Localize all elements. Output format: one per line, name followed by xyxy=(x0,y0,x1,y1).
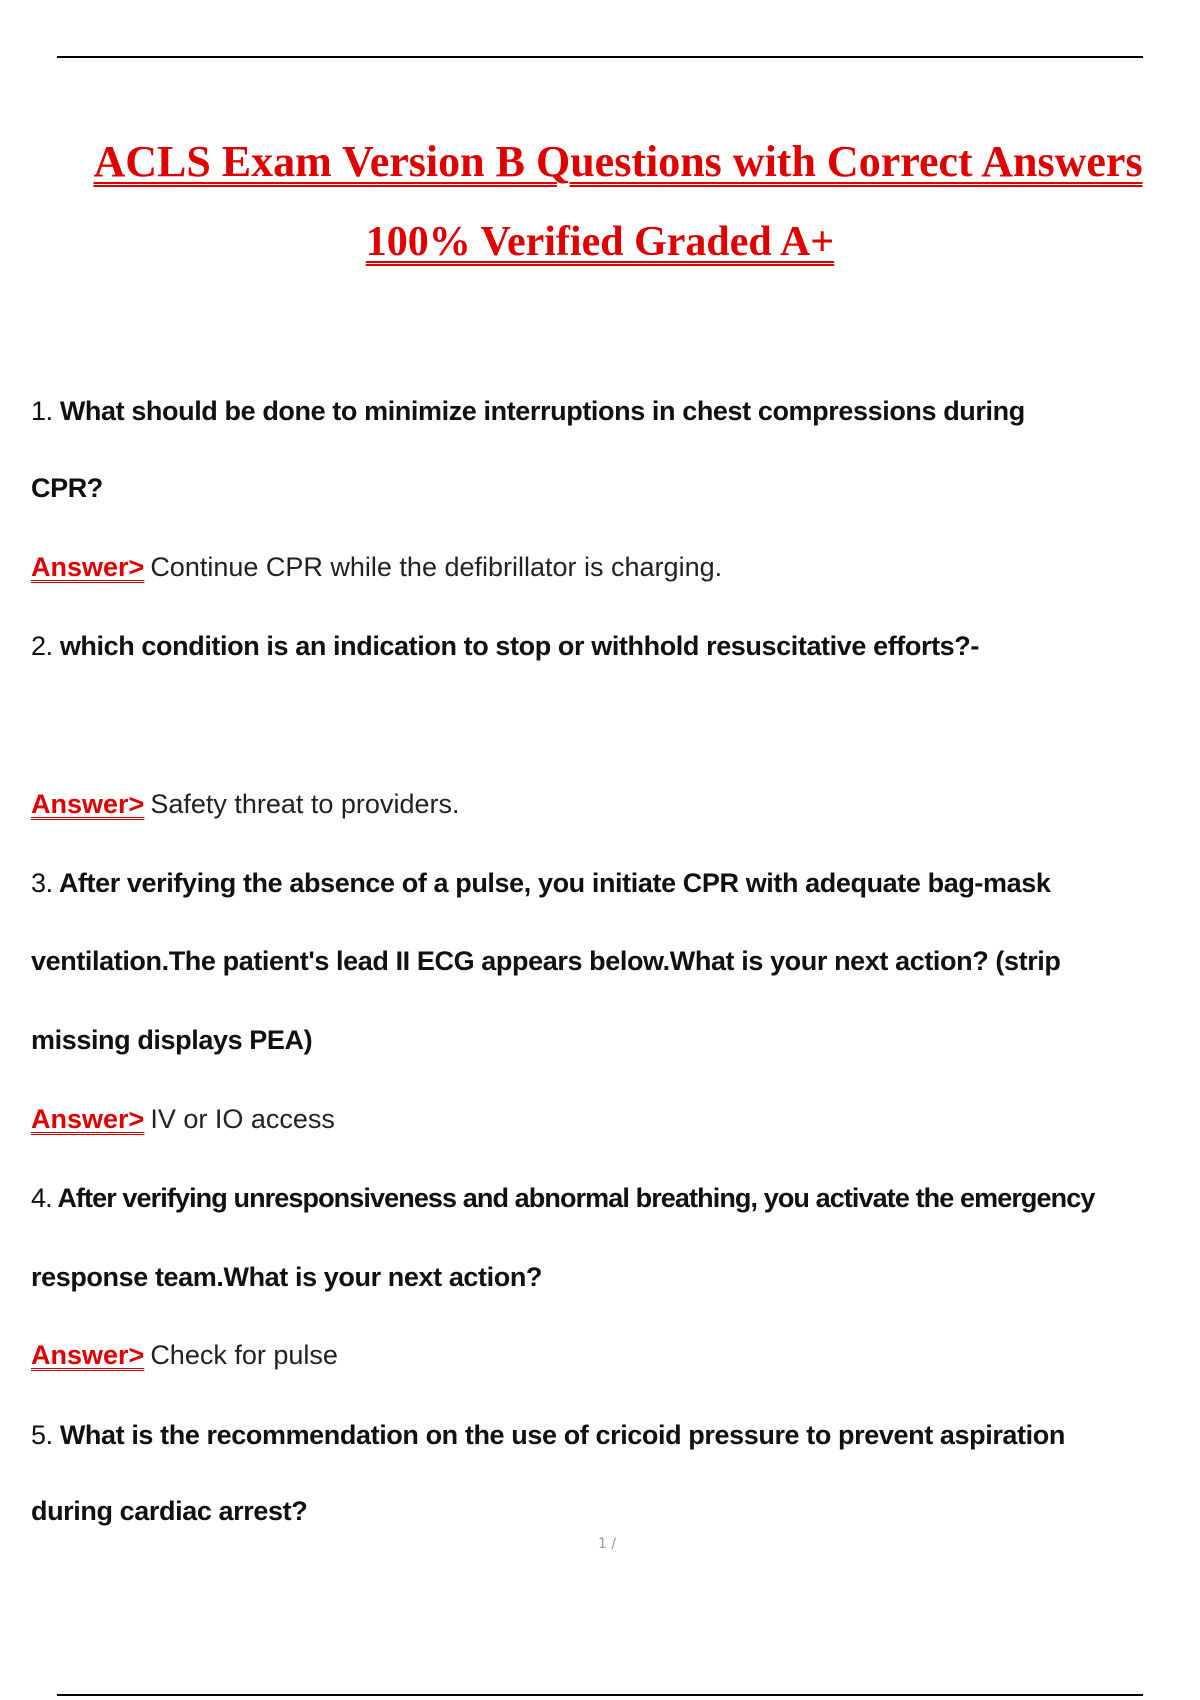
question-4-line-2: response team.What is your next action? xyxy=(31,1262,543,1292)
top-rule xyxy=(57,56,1143,58)
question-4-line-1: 4. After verifying unresponsiveness and abnormal breathing, you activate the emergency xyxy=(31,1183,1095,1213)
answer-3: Answer> IV or IO access xyxy=(31,1104,335,1134)
document-title: ACLS Exam Version B Questions with Correct Answers xyxy=(93,137,1143,186)
answer-1: Answer> Continue CPR while the defibrillator is charging. xyxy=(31,552,723,582)
question-5-line-2: during cardiac arrest? xyxy=(31,1496,308,1526)
answer-label: Answer> xyxy=(31,789,145,819)
question-5-line-1: 5. What is the recommendation on the use of cricoid pressure to prevent aspiration xyxy=(31,1420,1065,1450)
answer-label: Answer> xyxy=(31,1104,145,1134)
bottom-rule xyxy=(57,1694,1143,1696)
question-2-line-1: 2. which condition is an indication to stop or withhold resuscitative efforts?- xyxy=(31,631,979,661)
question-3-line-3: missing displays PEA) xyxy=(31,1025,313,1055)
document-subtitle: 100% Verified Graded A+ xyxy=(365,219,835,265)
answer-2: Answer> Safety threat to providers. xyxy=(31,789,460,819)
question-1-line-2: CPR? xyxy=(31,473,103,503)
answer-label: Answer> xyxy=(31,1340,145,1370)
answer-4: Answer> Check for pulse xyxy=(31,1340,338,1370)
answer-label: Answer> xyxy=(31,552,145,582)
question-3-line-1: 3. After verifying the absence of a pulse, you initiate CPR with adequate bag-mask xyxy=(31,868,1051,898)
page-number: 1 / xyxy=(598,1536,617,1552)
question-1-line-1: 1. What should be done to minimize interruptions in chest compressions during xyxy=(31,396,1025,426)
question-3-line-2: ventilation.The patient's lead II ECG appears below.What is your next action? (strip xyxy=(31,946,1061,976)
